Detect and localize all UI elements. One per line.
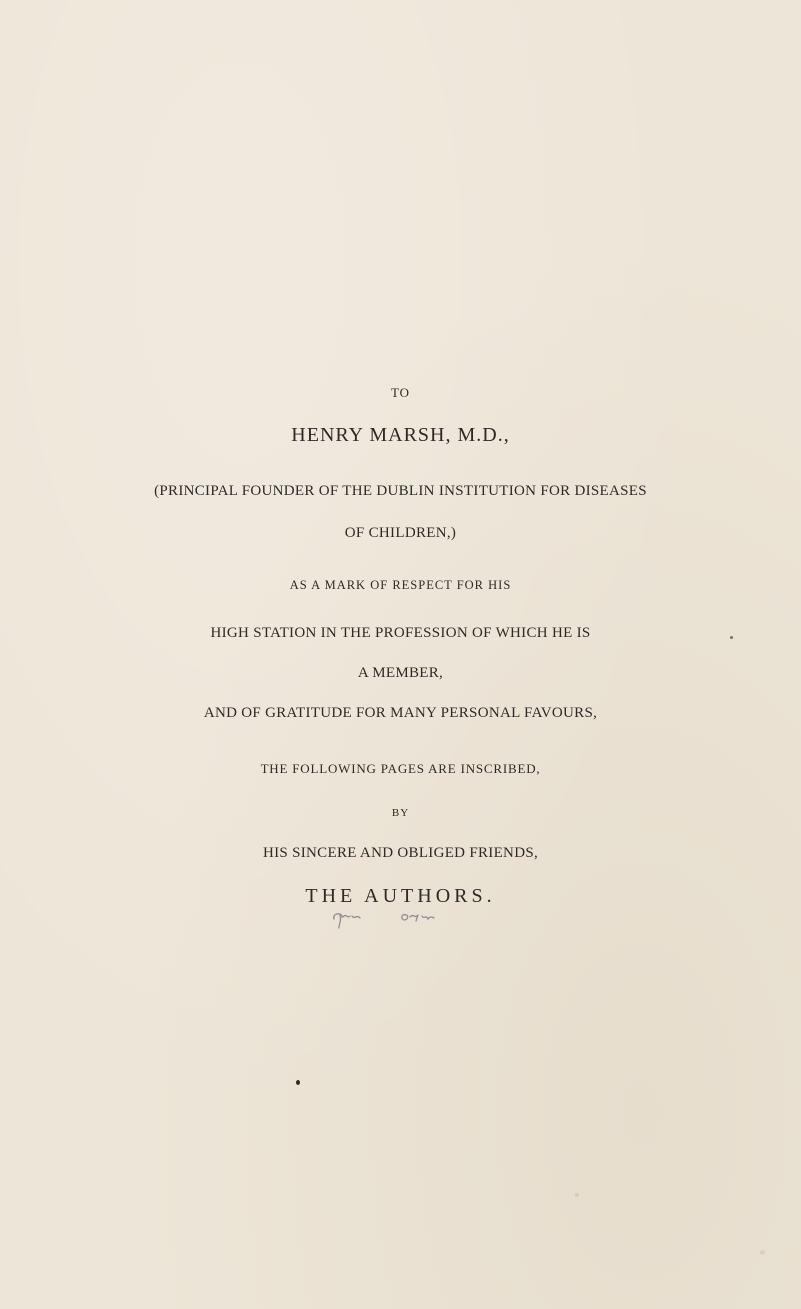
dedication-authors: THE AUTHORS. (305, 885, 496, 907)
dedication-gratitude-line: AND OF GRATITUDE FOR MANY PERSONAL FAVOURS, (203, 705, 598, 721)
dedication-respect-line: AS A MARK OF RESPECT FOR HIS (289, 578, 512, 592)
dedicatee-name: HENRY MARSH, M.D., (291, 424, 510, 446)
dedication-member-line: A MEMBER, (357, 665, 444, 681)
dedicatee-title-line-2: OF CHILDREN,) (344, 525, 457, 541)
dedication-by: BY (391, 807, 410, 819)
paper-spot (730, 636, 733, 639)
paper-spot (760, 1250, 765, 1255)
pencil-signature (330, 907, 470, 929)
dedication-to: TO (390, 385, 411, 400)
dedication-friends-line: HIS SINCERE AND OBLIGED FRIENDS, (262, 845, 539, 861)
dedication-station-line: HIGH STATION IN THE PROFESSION OF WHICH HE IS (210, 625, 591, 641)
paper-spot (575, 1193, 579, 1197)
dedicatee-title-line-1: (PRINCIPAL FOUNDER OF THE DUBLIN INSTITUTION FOR DISEASES (154, 483, 647, 499)
dedication-inscribed-line: THE FOLLOWING PAGES ARE INSCRIBED, (260, 761, 541, 776)
paper-spot (296, 1080, 300, 1085)
